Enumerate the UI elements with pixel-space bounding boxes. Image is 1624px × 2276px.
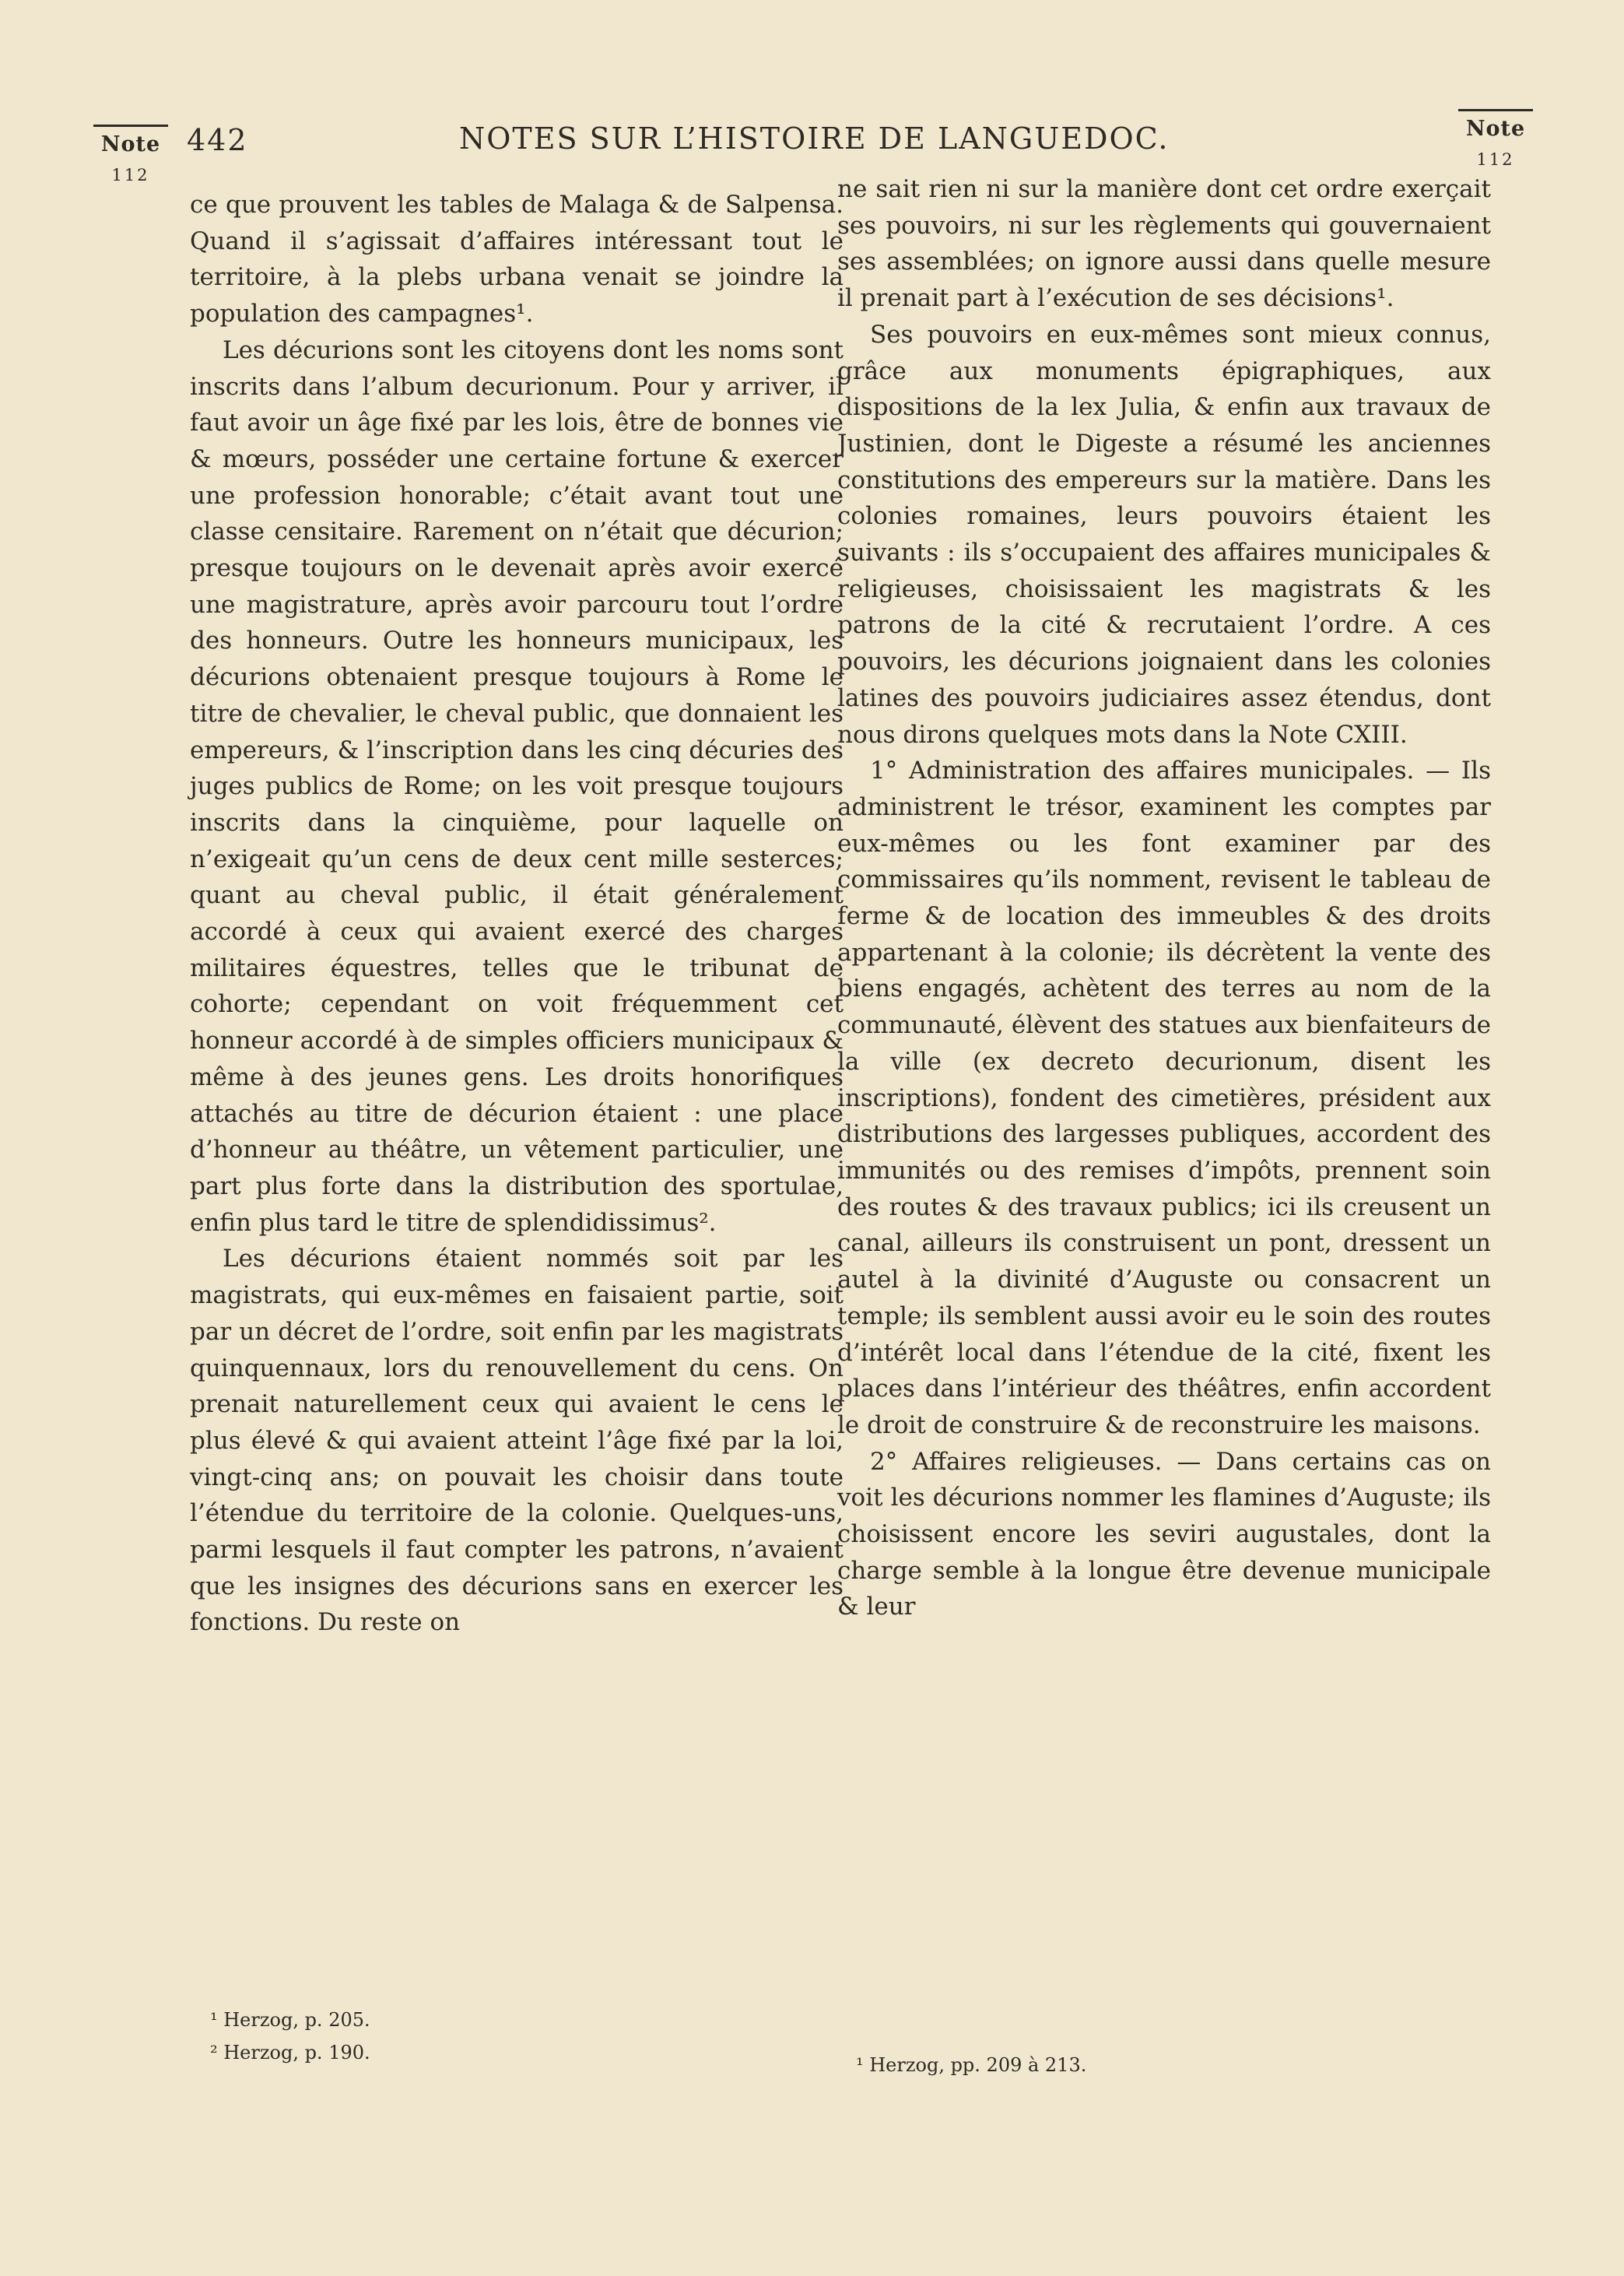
margin-note-number: 112: [111, 166, 150, 184]
margin-note-number: 112: [1476, 150, 1515, 169]
paragraph: Les décurions sont les citoyens dont les noms sont inscrits dans l’album decurionum. Pour y arriver, il faut avoir un âge fixé par les lois, être de bonnes vie & mœurs, posséder une certaine fortune & exercer une profession honorable; c’était avant tout une classe censitaire. Rarement on n’était que décurion; presque toujours on le devenait après avoir exercé une magistrature, après avoir parcouru tout l’ordre des honneurs. Outre les honneurs municipaux, les décurions obtenaient presque toujours à Rome le titre de chevalier, le cheval public, que donnaient les empereurs, & l’inscription dans les cinq décuries des juges publics de Rome; on les voit presque toujours inscrits dans la cinquième, pour laquelle on n’exigeait qu’un cens de deux cent mille sesterces; quant au cheval public, il était généralement accordé à ceux qui avaient exercé des charges militaires équestres, telles que le tribunat de cohorte; cependant on voit fréquemment cet honneur accordé à de simples officiers municipaux & même à des jeunes gens. Les droits honorifiques attachés au titre de décurion étaient : une place d’honneur au théâtre, un vêtement particulier, une part plus forte dans la distribution des sportulae, enfin plus tard le titre de splendidissimus².: [190, 335, 844, 1237]
page-number: 442: [187, 123, 248, 157]
paragraph: Ses pouvoirs en eux-mêmes sont mieux connus, grâce aux monuments épigraphiques, aux dispositions de la lex Julia, & enfin aux travaux de Justinien, dont le Digeste a résumé les anciennes constitutions des empereurs sur la matière. Dans les colonies romaines, leurs pouvoirs étaient les suivants : ils s’occupaient des affaires municipales & religieuses, choisissaient les magistrats & les patrons de la cité & recrutaient l’ordre. A ces pouvoirs, les décurions joignaient dans les colonies latines des pouvoirs judiciaires assez étendus, dont nous dirons quelques mots dans la Note CXIII.: [837, 320, 1491, 749]
margin-note-label: Note: [1465, 117, 1526, 141]
footnote: ¹ Herzog, p. 205.: [210, 2009, 370, 2031]
footnotes-left: [210, 2004, 370, 2069]
paragraph: ce que prouvent les tables de Malaga & de Salpensa. Quand il s’agissait d’affaires intéressant tout le territoire, à la plebs urbana venait se joindre la population des campagnes¹.: [190, 191, 844, 328]
paragraph: Les décurions étaient nommés soit par les magistrats, qui eux-mêmes en faisaient partie, soit par un décret de l’ordre, soit enfin par les magistrats quinquennaux, lors du renouvellement du cens. On prenait naturellement ceux qui avaient le cens le plus élevé & qui avaient atteint l’âge fixé par la loi, vingt-cinq ans; on pouvait les choisir dans toute l’étendue du territoire de la colonie. Quelques-uns, parmi lesquels il faut compter les patrons, n’avaient que les insignes des décurions sans en exercer les fonctions. Du reste on: [190, 1245, 844, 1637]
left-column: [190, 187, 844, 1641]
footnote: ¹ Herzog, pp. 209 à 213.: [856, 2054, 1087, 2076]
margin-note-left: [93, 125, 168, 186]
margin-rule: [93, 125, 168, 127]
running-title: NOTES SUR L’HISTOIRE DE LANGUEDOC.: [459, 121, 1170, 156]
paragraph: ne sait rien ni sur la manière dont cet ordre exerçait ses pouvoirs, ni sur les règlements qui gouvernaient ses assemblées; on ignore aussi dans quelle mesure il prenait part à l’exécution de ses décisions¹.: [837, 175, 1491, 313]
footnote: ² Herzog, p. 190.: [210, 2042, 370, 2064]
right-column: [837, 171, 1491, 1625]
paragraph: 2° Affaires religieuses. — Dans certains cas on voit les décurions nommer les flamines d’Auguste; ils choisissent encore les seviri augustales, dont la charge semble à la longue être devenue municipale & leur: [837, 1447, 1491, 1621]
footnotes-right: [856, 2049, 1086, 2081]
paragraph: 1° Administration des affaires municipales. — Ils administrent le trésor, examinent les comptes par eux-mêmes ou les font examiner par des commissaires qu’ils nomment, revisent le tableau de ferme & de location des immeubles & des droits appartenant à la colonie; ils décrètent la vente des biens engagés, achètent des terres au nom de la communauté, élèvent des statues aux bienfaiteurs de la ville (ex decreto decurionum, disent les inscriptions), fondent des cimetières, président aux distributions des largesses publiques, accordent des immunités ou des remises d’impôts, prennent soin des routes & des travaux publics; ici ils creusent un canal, ailleurs ils construisent un pont, dressent un autel à la divinité d’Auguste ou consacrent un temple; ils semblent aussi avoir eu le soin des routes d’intérêt local dans l’étendue de la cité, fixent les places dans l’intérieur des théâtres, enfin accordent le droit de construire & de reconstruire les maisons.: [837, 757, 1491, 1439]
margin-note-right: [1458, 109, 1533, 170]
margin-rule: [1458, 109, 1533, 111]
margin-note-label: Note: [100, 132, 161, 156]
